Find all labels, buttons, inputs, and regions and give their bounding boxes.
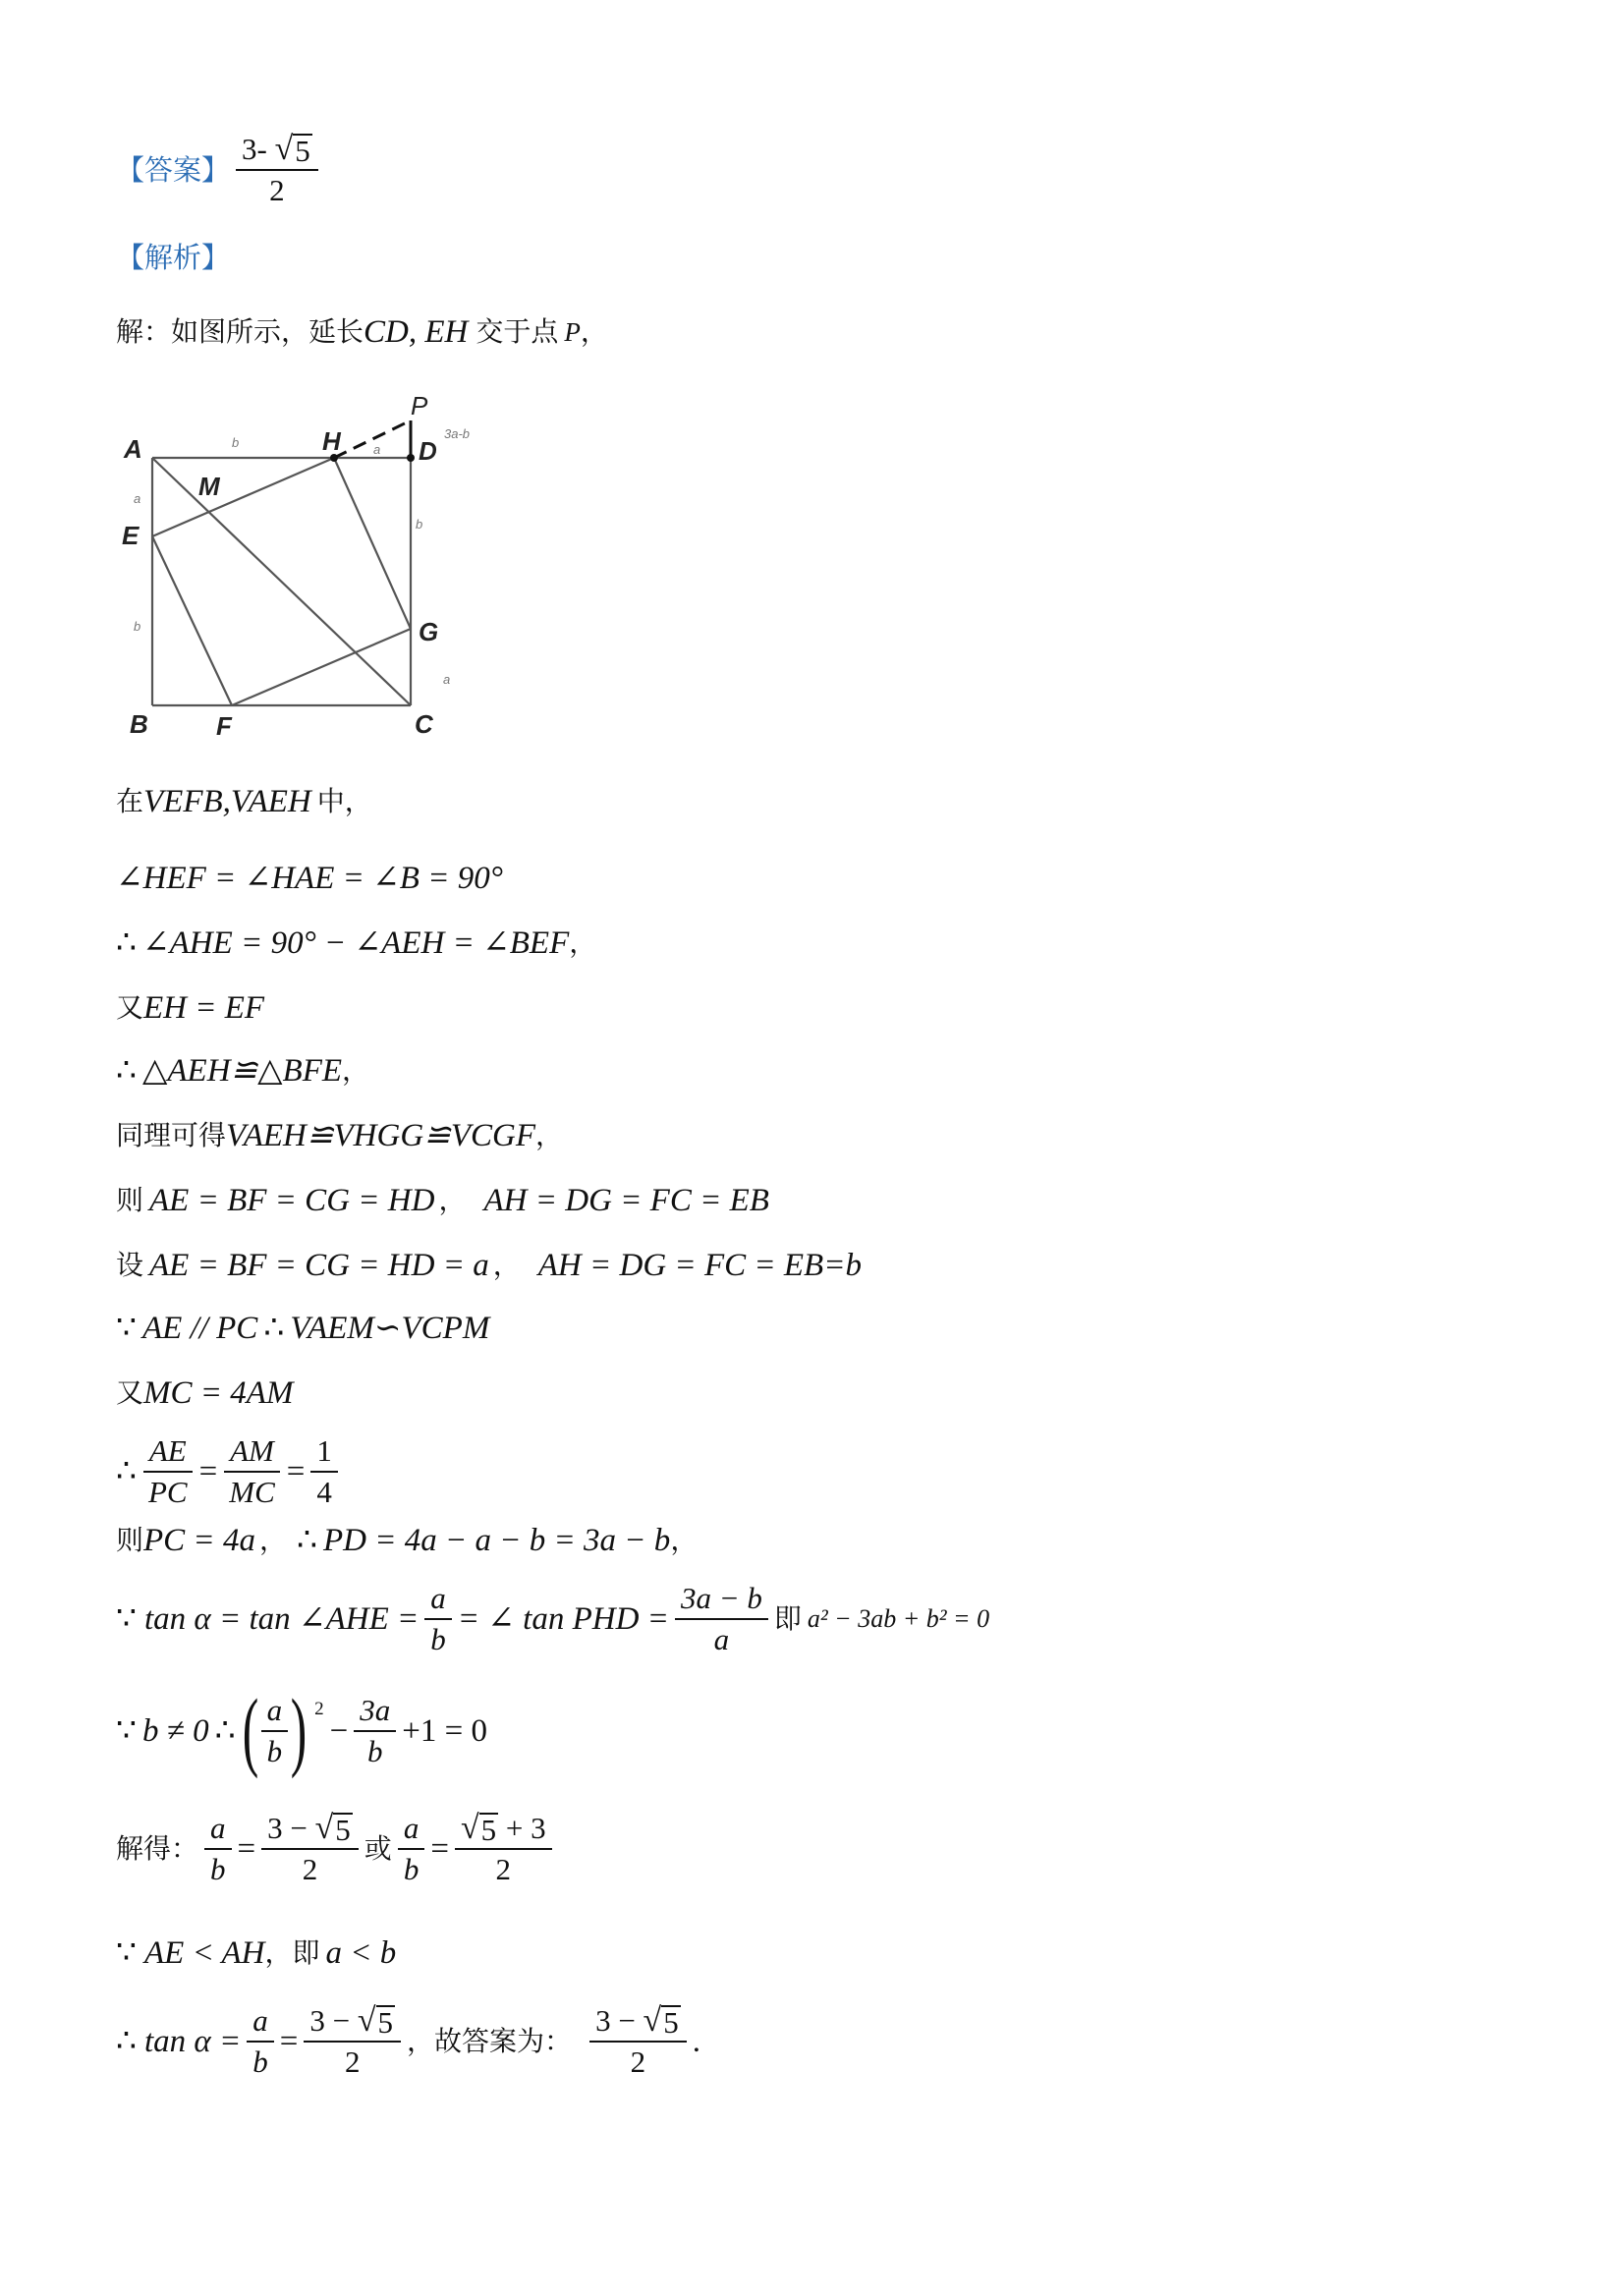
seg-label-hd: a <box>373 442 381 457</box>
seg-label-dp: 3a-b <box>444 426 471 441</box>
answer-fraction: 3- √ 5 2 <box>236 130 318 210</box>
solution-line-7: 则 AE = BF = CG = HD ， AH = DG = FC = EB <box>116 1183 769 1218</box>
edge-fe <box>152 536 232 705</box>
label-g: G <box>419 617 439 646</box>
ratio-ae-pc: $\frac{AE}{PC}$ <box>142 1431 194 1512</box>
label-a: A <box>124 434 142 464</box>
solution-line-6: 同理可得 VAEH≌VHGG≌VCGF ， <box>116 1118 563 1153</box>
solution-line-5: ∴ △AEH≌△BFE ， <box>116 1053 370 1089</box>
answer-label: 【答案】 <box>116 153 231 187</box>
label-c: C <box>415 709 433 739</box>
ratio-am-mc: $\frac{AM}{MC}$ <box>223 1431 281 1512</box>
ratio-one-quarter: $\frac{1}{4}$ <box>310 1431 338 1512</box>
solution-line-13: ∵ tan α = tan ∠AHE = $\frac{a}{b}$ = ∠ tan PHD = $\frac{3a - b}{a}$ 即 a² − 3ab + b² = 0 <box>116 1581 990 1656</box>
label-e: E <box>122 521 140 550</box>
solution-line-14: ∵ b ≠ 0 ∴ ( $\frac{a}{b}$ ) 2 − $\frac{3a}{b}$ +1 = 0 <box>116 1682 487 1779</box>
point-d-dot <box>407 454 415 462</box>
final-answer-fraction: 3 − √ 5 2 <box>589 2001 687 2082</box>
solution-line-1: 在 VEFB,VAEH 中， <box>116 784 372 819</box>
seg-label-dg: b <box>416 517 423 532</box>
solution-line-15: 解得： $\frac{a}{b}$ = 3 − √ 5 2 或 $\frac{a}{b}$ = √ 5 + 3 2 <box>116 1808 558 1890</box>
root-two: √ 5 + 3 2 <box>455 1809 552 1889</box>
solution-line-3: ∴ ∠AHE = 90° − ∠AEH = ∠BEF ， <box>116 925 597 961</box>
label-d: D <box>419 436 437 466</box>
edge-eh <box>152 458 334 536</box>
intro-line: 解：如图所示，延长 CD, EH 交于点 P ， <box>116 314 608 350</box>
solution-line-2: ∠HEF = ∠HAE = ∠B = 90° <box>116 861 503 896</box>
analysis-label: 【解析】 <box>116 241 231 274</box>
solution-line-11: ∴ $\frac{AE}{PC}$ = $\frac{AM}{MC}$ = $\frac{1}{4}$ <box>116 1430 344 1513</box>
solution-line-9: ∵ AE // PC ∴ VAEM∽VCPM <box>116 1311 490 1346</box>
solution-line-16: ∵ AE < AH ，即 a < b <box>116 1935 397 1971</box>
dashed-hp <box>334 420 411 458</box>
solution-line-8: 设 AE = BF = CG = HD = a ， AH = DG = FC = EB=b <box>116 1248 862 1283</box>
solution-line-10: 又 MC = 4AM <box>116 1375 294 1411</box>
edge-hg <box>334 458 411 629</box>
answer-line <box>116 130 324 210</box>
label-f: F <box>216 711 232 741</box>
seg-label-gc: a <box>443 672 451 687</box>
solution-line-4: 又 EH = EF <box>116 990 265 1026</box>
label-b: B <box>130 709 148 739</box>
diagonal-ac <box>152 458 411 705</box>
label-m: M <box>198 472 220 501</box>
geometry-figure <box>116 381 489 755</box>
edge-gf <box>232 629 411 705</box>
analysis-line <box>116 238 230 277</box>
label-p: P <box>411 391 428 420</box>
solution-line-12: 则 PC = 4a ， ∴ PD = 4a − a − b = 3a − b ， <box>116 1523 699 1558</box>
label-h: H <box>322 426 341 456</box>
seg-label-eb: b <box>134 619 141 634</box>
seg-label-ae: a <box>134 491 141 506</box>
seg-label-ah: b <box>232 435 240 450</box>
root-one: 3 − √ 5 2 <box>261 1809 359 1889</box>
solution-line-17: ∴ tan α = $\frac{a}{b}$ = 3 − √ 5 2 ，故答案为： 3 − √ 5 2 . <box>116 2000 700 2083</box>
